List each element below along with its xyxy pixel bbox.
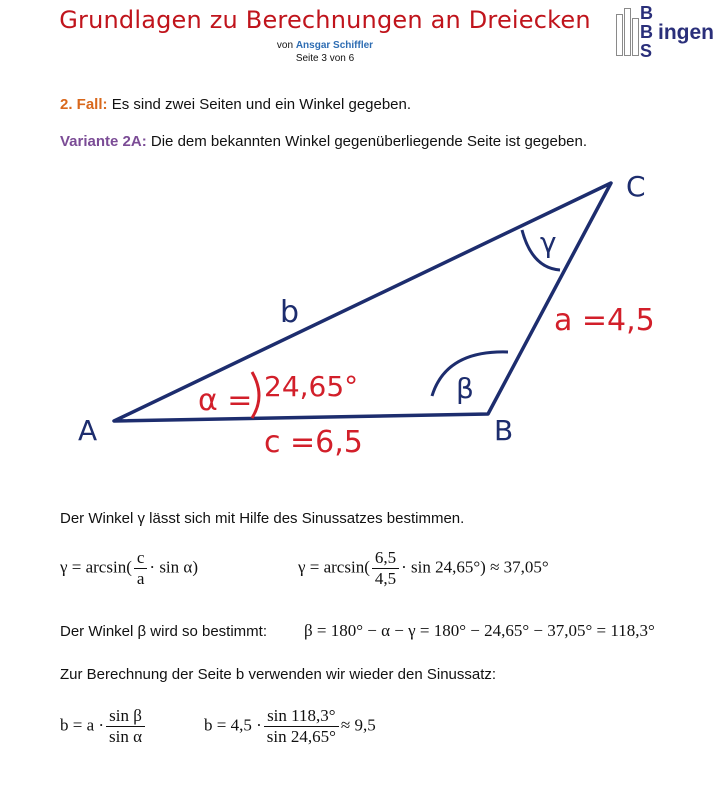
alpha-value-label: 24,65° [264, 370, 359, 403]
side-a-label: a =4,5 [554, 303, 655, 338]
gamma-formula-rhs: · sin α) [149, 557, 198, 577]
case-label: 2. Fall: [60, 96, 108, 113]
b-calc-rhs: ≈ 9,5 [340, 715, 376, 735]
alpha-arc [252, 372, 259, 418]
angle-alpha-label: α = [198, 383, 253, 418]
b-calculation [204, 706, 376, 747]
angle-gamma-label: γ [540, 226, 557, 259]
gamma-formula-denominator: a [136, 569, 145, 588]
b-formula [60, 706, 147, 747]
vertex-a-label: A [78, 414, 98, 447]
gamma-formula-lhs: γ = arcsin( [60, 557, 132, 577]
variant-heading [60, 133, 587, 150]
side-c-label: c =6,5 [264, 425, 363, 460]
by-prefix: von [276, 40, 294, 51]
b-intro-text: Zur Berechnung der Seite b verwenden wir wieder den Sinussatz: [60, 666, 497, 683]
gamma-calc-numerator: 6,5 [372, 548, 399, 569]
author-name: Ansgar Schiffler [295, 40, 374, 51]
b-calc-lhs: b = 4,5 · [204, 715, 262, 735]
b-formula-lhs: b = a · [60, 715, 105, 735]
triangle-outline [114, 183, 611, 421]
gamma-formula-fraction [134, 548, 148, 589]
gamma-intro-text: Der Winkel γ lässt sich mit Hilfe des Sinussatzes bestimmen. [60, 510, 465, 527]
side-b-label: b [280, 295, 300, 330]
vertex-b-label: B [494, 414, 514, 447]
b-calc-fraction [264, 706, 339, 747]
b-formula-numerator: sin β [106, 706, 145, 727]
b-formula-fraction [106, 706, 145, 747]
case-text: Es sind zwei Seiten und ein Winkel gegeben. [111, 96, 412, 113]
variant-text: Die dem bekannten Winkel gegenüberliegende Seite ist gegeben. [150, 133, 588, 150]
gamma-formula-numerator: c [134, 548, 148, 569]
gamma-calculation [298, 548, 549, 589]
author-line [0, 40, 650, 51]
bbs-bingen-logo [606, 4, 721, 62]
triangle-figure [70, 160, 690, 470]
angle-beta-label: β [456, 372, 474, 405]
logo-word: ingen [658, 21, 714, 44]
beta-intro-text: Der Winkel β wird so bestimmt: [60, 623, 267, 640]
beta-formula: β = 180° − α − γ = 180° − 24,65° − 37,05° = 118,3° [304, 621, 655, 640]
gamma-formula [60, 548, 198, 589]
b-calc-numerator: sin 118,3° [264, 706, 339, 727]
document-title: Grundlagen zu Berechnungen an Dreiecken [59, 6, 591, 34]
variant-label: Variante 2A: [60, 133, 147, 150]
b-formula-denominator: sin α [109, 727, 143, 746]
logo-letter-b1: B [640, 3, 653, 23]
logo-letter-b2: B [640, 22, 653, 42]
logo-letter-s: S [640, 41, 653, 61]
gamma-calc-denominator: 4,5 [374, 569, 397, 588]
vertex-c-label: C [626, 170, 646, 203]
page-indicator: Seite 3 von 6 [295, 53, 355, 64]
gamma-calc-fraction [372, 548, 399, 589]
case-heading [60, 96, 411, 113]
gamma-calc-lhs: γ = arcsin( [298, 557, 370, 577]
b-calc-denominator: sin 24,65° [266, 727, 336, 746]
gamma-calc-rhs: · sin 24,65°) ≈ 37,05° [401, 557, 549, 577]
